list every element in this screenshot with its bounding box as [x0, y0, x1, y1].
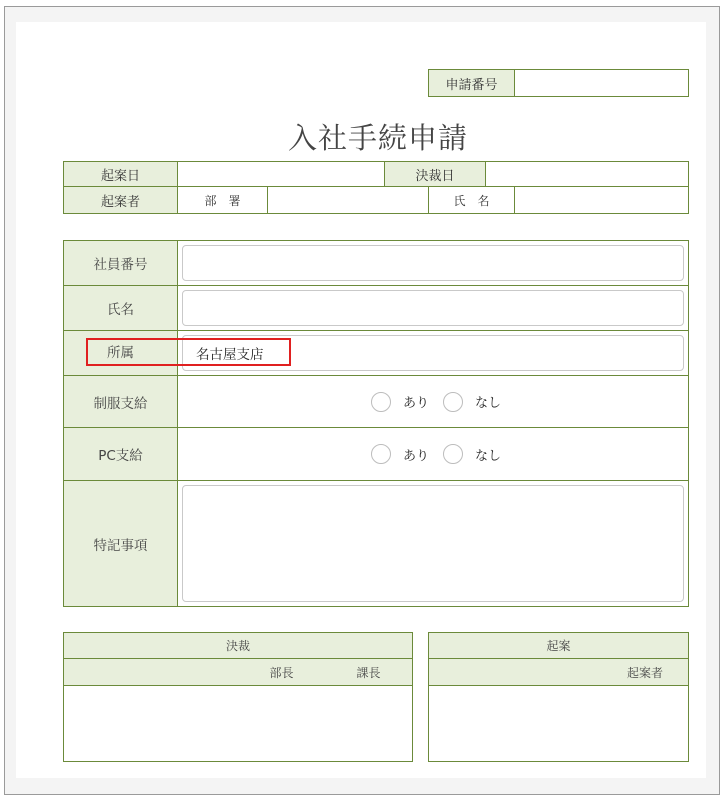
approval-stamp-table	[63, 632, 413, 762]
uniform-yes-option[interactable]	[371, 392, 429, 412]
pc-no-option[interactable]	[443, 444, 501, 464]
draft-stamp-box-drafter[interactable]	[602, 686, 688, 761]
radio-circle-icon[interactable]	[443, 444, 463, 464]
draft-stamp-table	[428, 632, 689, 762]
approval-col-1	[64, 659, 151, 686]
employee-number-input[interactable]	[182, 245, 684, 281]
drafter-label: 起案者	[63, 186, 178, 214]
name-label: 氏名	[64, 286, 178, 330]
page-title: 入社手続申請	[287, 121, 468, 155]
pc-yes-option[interactable]	[371, 444, 429, 464]
draft-title: 起案	[429, 633, 688, 659]
notes-row	[64, 481, 688, 606]
uniform-yes-label: あり	[402, 396, 429, 411]
affiliation-row	[64, 331, 688, 376]
application-form-table	[63, 240, 689, 607]
draft-date-field[interactable]	[177, 161, 385, 187]
notes-label: 特記事項	[64, 481, 178, 606]
pc-radio-group	[178, 428, 688, 480]
radio-circle-icon[interactable]	[443, 392, 463, 412]
affiliation-input[interactable]: 名古屋支店	[182, 335, 684, 371]
application-number-field[interactable]	[514, 69, 689, 97]
name-input[interactable]	[182, 290, 684, 326]
approval-date-field[interactable]	[485, 161, 689, 187]
draft-col-drafter: 起案者	[602, 659, 688, 686]
radio-circle-icon[interactable]	[371, 392, 391, 412]
approval-col-2	[150, 659, 239, 686]
uniform-no-option[interactable]	[443, 392, 501, 412]
approval-title: 決裁	[64, 633, 412, 659]
approval-stamp-box-section-chief[interactable]	[325, 686, 412, 761]
application-number-label: 申請番号	[428, 69, 515, 97]
approval-col-section-chief: 課長	[325, 659, 412, 686]
pc-row	[64, 428, 688, 481]
draft-col-1	[429, 659, 516, 686]
uniform-row	[64, 376, 688, 428]
affiliation-label: 所属	[64, 331, 178, 375]
draft-col-2	[515, 659, 603, 686]
pc-no-label: なし	[475, 448, 502, 464]
department-label: 部 署	[177, 186, 268, 214]
draft-date-label: 起案日	[63, 161, 178, 187]
notes-textarea[interactable]	[182, 485, 684, 602]
pc-label: PC支給	[64, 428, 178, 480]
drafter-name-field[interactable]	[514, 186, 689, 214]
uniform-label: 制服支給	[64, 376, 178, 427]
uniform-no-label: なし	[475, 396, 502, 411]
approval-stamp-box-2[interactable]	[150, 686, 239, 761]
department-field[interactable]	[267, 186, 429, 214]
approval-stamp-box-1[interactable]	[64, 686, 151, 761]
employee-number-row	[64, 241, 688, 286]
approval-stamp-box-manager[interactable]	[238, 686, 326, 761]
employee-number-label: 社員番号	[64, 241, 178, 285]
approval-date-label: 決裁日	[384, 161, 486, 187]
radio-circle-icon[interactable]	[371, 444, 391, 464]
draft-stamp-box-1[interactable]	[429, 686, 516, 761]
pc-yes-label: あり	[402, 448, 429, 464]
drafter-name-label: 氏 名	[428, 186, 515, 214]
uniform-radio-group	[178, 376, 688, 427]
approval-col-manager: 部長	[238, 659, 326, 686]
name-row	[64, 286, 688, 331]
draft-stamp-box-2[interactable]	[515, 686, 603, 761]
